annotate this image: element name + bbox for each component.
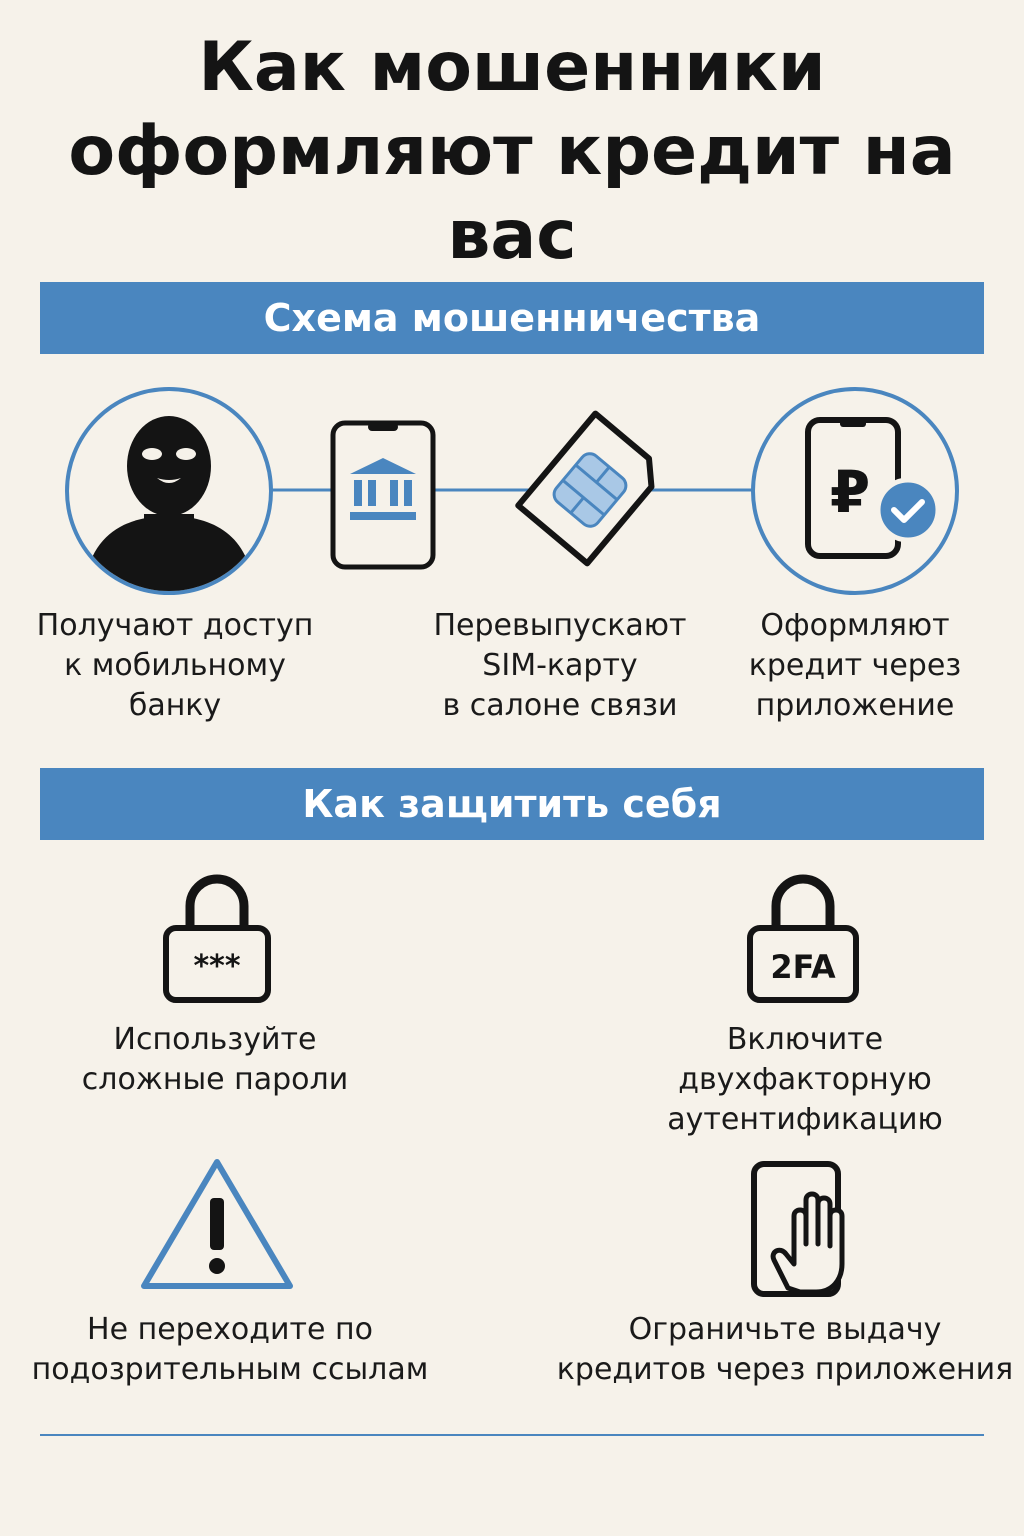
tip-label-passwords: Используйте сложные пароли: [81, 1022, 349, 1097]
svg-text:₽: ₽: [829, 458, 871, 526]
step-label-sim: Перевыпускают SIM-карту в салоне связи: [433, 608, 687, 723]
protect-heading: Как защитить себя: [40, 768, 984, 840]
password-lock-icon: [160, 870, 274, 1004]
step-label-access: Получают доступ к мобильному банку: [36, 608, 314, 723]
tip-label-links: Не переходите по подозрительным ссылам: [31, 1312, 429, 1387]
2fa-lock-icon: [744, 870, 862, 1004]
2fa-text: 2FA: [770, 948, 836, 986]
footer-divider: [40, 1434, 984, 1436]
tip-label-restrict: Ограничьте выдачу кредитов через приложения: [556, 1312, 1014, 1387]
scheme-heading: Схема мошенничества: [40, 282, 984, 354]
masked-person-icon: [64, 386, 274, 596]
tip-label-2fa: Включите двухфакторную аутентификацию: [667, 1022, 943, 1137]
warning-triangle-icon: [138, 1156, 296, 1292]
step-label-credit: Оформляют кредит через приложение: [748, 608, 962, 723]
ruble-phone-check-icon: [750, 386, 960, 596]
sim-card-icon: [505, 410, 675, 570]
page-title: Как мошенники оформляют кредит на вас: [68, 28, 956, 275]
password-stars: ***: [193, 949, 241, 984]
bank-phone-icon: [330, 420, 436, 570]
phone-hand-stop-icon: [748, 1160, 872, 1300]
